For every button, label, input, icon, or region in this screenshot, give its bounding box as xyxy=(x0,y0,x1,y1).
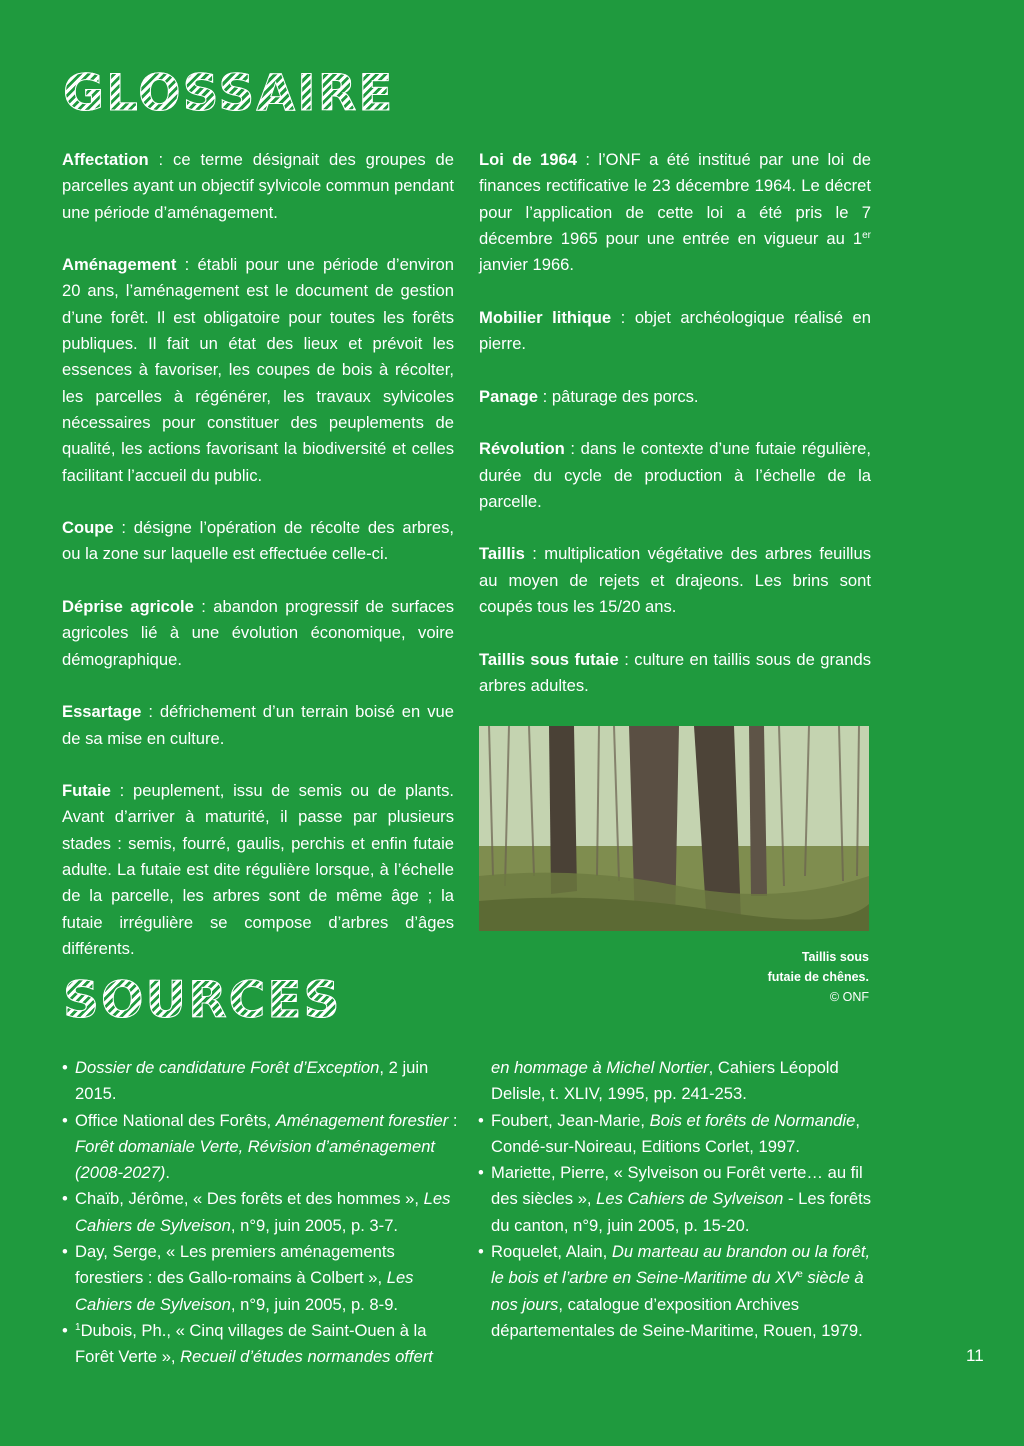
page-number: 11 xyxy=(966,1346,984,1365)
glossary-left-column xyxy=(62,147,454,989)
glossary-entry: Révolution : dans le contexte d’une futaie régulière, durée du cycle de production à l’échelle de la parcelle. xyxy=(479,439,871,511)
glossary-entry: Essartage : défrichement d’un terrain boisé en vue de sa mise en culture. xyxy=(62,702,454,748)
glossary-entry: Affectation : ce terme désignait des groupes de parcelles ayant un objectif sylvicole commun pendant une période d’aménagement. xyxy=(62,150,455,222)
glossary-entry: Futaie : peuplement, issu de semis ou de plants. Avant d’arriver à maturité, il passe par plusieurs stades : semis, fourré, gaulis, perchis et enfin futaie adulte. La futaie est dite régulière lorsque, à l’échelle de la parcelle, les arbres sont de même âge ; la futaie irrégulière se compose d’arbres d’âges différents. xyxy=(62,781,454,958)
source-item-continued: en hommage à Michel Nortier, Cahiers Léopold Delisle, t. XLIV, 1995, pp. 241-253. xyxy=(491,1058,839,1104)
source-item: • Office National des Forêts, Aménagement forestier : Forêt domaniale Verte, Révision d’aménagement (2008-2027). xyxy=(62,1108,462,1187)
sources-left-list xyxy=(62,1055,462,1371)
photo-credit: © ONF xyxy=(829,990,869,1004)
source-item: • Foubert, Jean-Marie, Bois et forêts de Normandie, Condé-sur-Noireau, Editions Corlet, 1997. xyxy=(478,1108,878,1161)
glossary-entry: Aménagement : établi pour une période d’environ 20 ans, l’aménagement est le document de gestion d’une forêt. Il est obligatoire pour toutes les forêts publiques. Il fait un état des lieux et prévoit les essences à favoriser, les coupes de bois à récolter, les parcelles à régénérer, les travaux sylvicoles nécessaires pour constituer des peuplements de qualité, les actions favorisant la biodiversité et celles facilitant l’accueil du public. xyxy=(62,255,454,485)
sources-heading: SOURCES xyxy=(63,971,342,1029)
sources-right-list xyxy=(478,1055,878,1344)
glossary-entry: Taillis : multiplication végétative des arbres feuillus au moyen de rejets et drajeons. Les brins sont coupés tous les 15/20 ans. xyxy=(479,544,871,617)
source-item: • Mariette, Pierre, « Sylveison ou Forêt verte… au fil des siècles », Les Cahiers de Sylveison - Les forêts du canton, n°9, juin 2005, p. 15-20. xyxy=(478,1160,878,1239)
source-item: • $^1$Dubois, Ph., « Cinq villages de Saint-Ouen à la Forêt Verte », Recueil d’études normandes offert xyxy=(62,1318,462,1371)
glossary-right-column xyxy=(479,147,871,726)
glossary-entry: Coupe : désigne l’opération de récolte des arbres, ou la zone sur laquelle est effectuée celle-ci. xyxy=(62,518,454,564)
source-item: • Day, Serge, « Les premiers aménagements forestiers : des Gallo-romains à Colbert », Les Cahiers de Sylveison, n°9, juin 2005, p. 8-9. xyxy=(62,1239,462,1318)
source-item: • Chaïb, Jérôme, « Des forêts et des hommes », Les Cahiers de Sylveison, n°9, juin 2005, p. 3-7. xyxy=(62,1186,462,1239)
source-item: • Dossier de candidature Forêt d’Exception, 2 juin 2015. xyxy=(62,1055,462,1108)
photo-caption: Taillis sous futaie de chênes. © ONF xyxy=(768,947,869,1007)
source-item: • Roquelet, Alain, Du marteau au brandon ou la forêt, le bois et l’arbre en Seine-Maritime du XVe siècle à nos jours, catalogue d’exposition Archives départementales de Seine-Maritime, Rouen, 1979. xyxy=(478,1239,878,1344)
glossary-entry: Mobilier lithique : objet archéologique réalisé en pierre. xyxy=(479,307,871,354)
glossary-heading: GLOSSAIRE xyxy=(63,64,395,122)
glossary-entry: Panage : pâturage des porcs. xyxy=(479,386,699,406)
forest-photo xyxy=(479,726,869,931)
glossary-entry: Loi de 1964 : l’ONF a été institué par une loi de finances rectificative le 23 décembre 1964. Le décret pour l’application de cette loi a été pris le 7 décembre 1965 pour une entrée en vigueur au 1er janvier 1966. xyxy=(479,150,871,275)
glossary-entry: Déprise agricole : abandon progressif de surfaces agricoles lié à une évolution économique, voire démographique. xyxy=(62,597,454,669)
glossary-entry: Taillis sous futaie : culture en taillis sous de grands arbres adultes. xyxy=(479,649,871,695)
